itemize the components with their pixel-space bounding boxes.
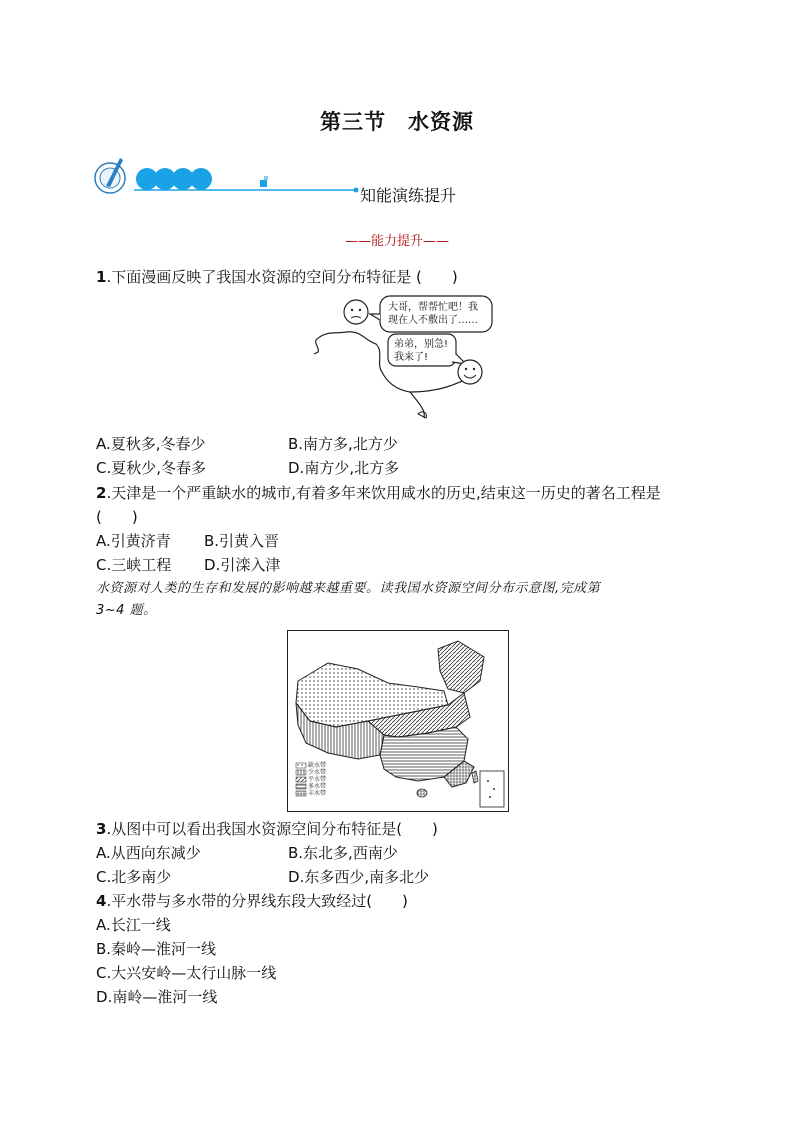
bubble-bottom-text: 弟弟，别急! 我来了!: [394, 339, 449, 363]
banner-title: 知能演练提升: [360, 186, 457, 205]
question-text: .从图中可以看出我国水资源空间分布特征是( ): [106, 820, 438, 838]
legend-item: 缺水带: [308, 762, 327, 769]
water-resource-map: [287, 630, 509, 812]
question-number: 2: [96, 484, 107, 502]
option-2a: A.引黄济青: [96, 532, 171, 550]
question-number: 4: [96, 892, 107, 910]
question-3: [96, 818, 438, 841]
option-4b: B.秦岭—淮河一线: [96, 940, 217, 958]
question-number: 3: [96, 820, 107, 838]
option-3d: D.东多西少,南多北少: [288, 868, 430, 886]
question-number: 1: [96, 268, 107, 286]
option-3c: C.北多南少: [96, 868, 172, 886]
option-4d: D.南岭—淮河一线: [96, 988, 218, 1006]
question-2: [96, 482, 661, 505]
happy-face-icon: [458, 360, 482, 384]
page-title: 第三节 水资源: [320, 110, 474, 134]
option-3a: A.从西向东减少: [96, 844, 201, 862]
question-1: [96, 266, 458, 289]
cartoon-figure: [306, 292, 496, 422]
question-text: .平水带与多水带的分界线东段大致经过( ): [106, 892, 408, 910]
option-4c: C.大兴安岭—太行山脉一线: [96, 964, 277, 982]
south-sea-inset: [480, 771, 504, 807]
question-4: [96, 890, 408, 913]
option-3b: B.东北多,西南少: [288, 844, 398, 862]
option-1c: C.夏秋少,冬春多: [96, 459, 207, 477]
question-text: .天津是一个严重缺水的城市,有着多年来饮用咸水的历史,结束这一历史的著名工程是: [106, 484, 661, 502]
option-1a: A.夏秋多,冬春少: [96, 435, 206, 453]
legend-item: 丰水带: [308, 790, 327, 797]
section-heading: ——能力提升——: [344, 234, 449, 249]
legend-item: 平水带: [308, 776, 327, 783]
sad-face-icon: [344, 300, 368, 324]
question-2-bracket: ( ): [96, 508, 138, 526]
map-legend: [308, 762, 326, 797]
option-2c: C.三峡工程: [96, 556, 172, 574]
question-text: .下面漫画反映了我国水资源的空间分布特征是 ( ): [106, 268, 458, 286]
legend-item: 多水带: [308, 783, 327, 790]
option-2d: D.引滦入津: [204, 556, 281, 574]
legend-item: 少水带: [308, 769, 327, 776]
stem-3-4: 水资源对人类的生存和发展的影响越来越重要。读我国水资源空间分布示意图,完成第 3~4 题。: [96, 581, 601, 618]
option-1d: D.南方少,北方多: [288, 459, 400, 477]
option-4a: A.长江一线: [96, 916, 171, 934]
option-2b: B.引黄入晋: [204, 532, 280, 550]
bubble-top-text: 大哥，帮帮忙吧！我 现在人不敷出了……: [388, 302, 478, 326]
option-1b: B.南方多,北方少: [288, 435, 398, 453]
